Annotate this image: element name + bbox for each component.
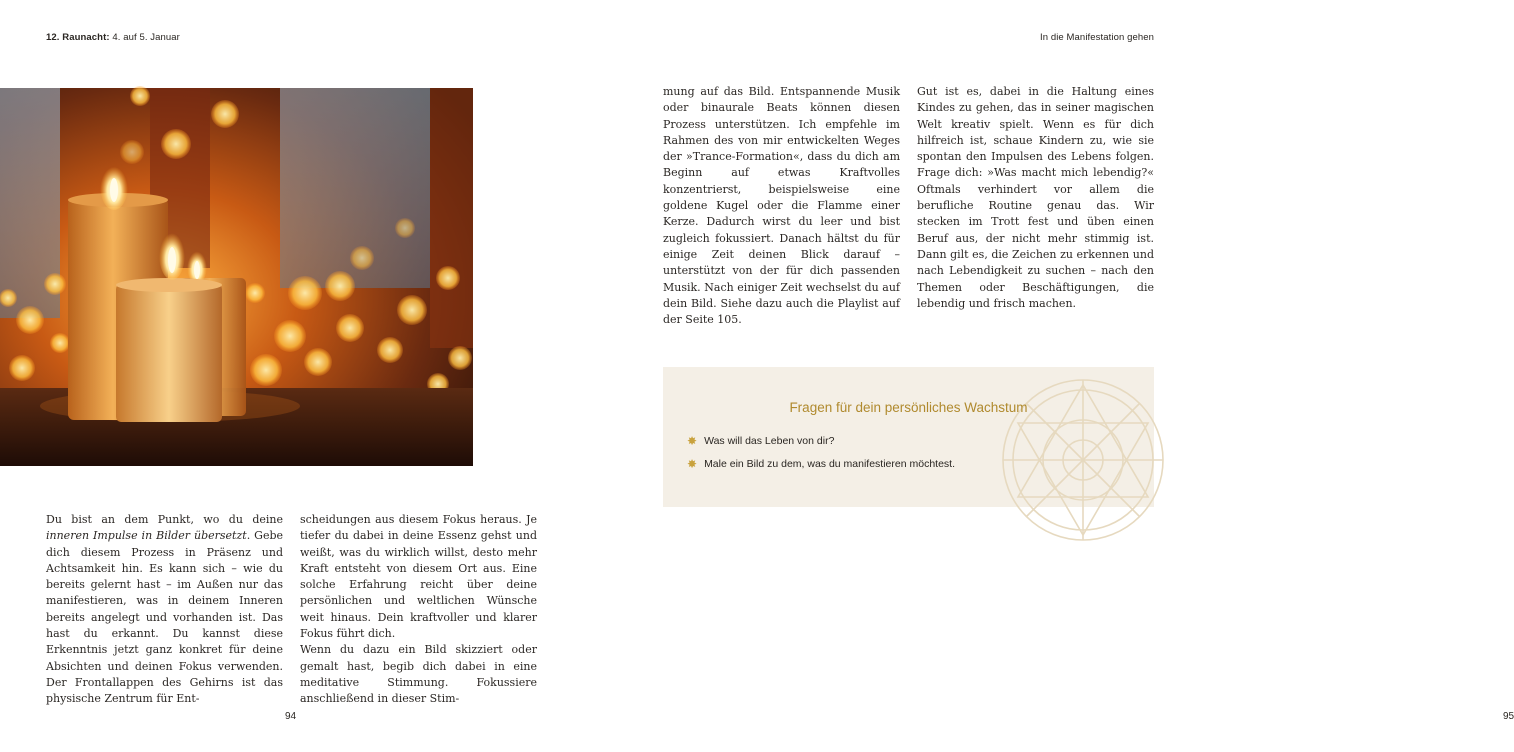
- paragraph: scheidungen aus diesem Fokus heraus. Je tiefer du dabei in deine Essenz gehst und weißt, was du wirklich willst, desto mehr Kraft entsteht von diesem Ort aus. Eine solche Erfahrung reicht über deine persönlichen und weltlichen Wünsche weit hinaus. Dein kraftvoller und klarer Fokus führt dich.: [300, 513, 537, 641]
- page-number-left: 94: [285, 711, 297, 722]
- running-head-date: 4. auf 5. Januar: [109, 32, 180, 43]
- growth-questions-box: [663, 367, 1154, 507]
- candles-photo: [0, 88, 473, 466]
- paragraph-text: Du bist an dem Punkt, wo du deine: [46, 513, 283, 526]
- paragraph: Wenn du dazu ein Bild skizziert oder gemalt hast, begib dich dabei in eine meditative Stimmung. Fokussiere anschließend in dieser Stim-: [300, 643, 537, 706]
- box-list-item: [687, 435, 834, 447]
- left-page: [0, 0, 600, 752]
- left-text-column-1: [46, 512, 283, 708]
- box-item-text: Male ein Bild zu dem, was du manifestieren möchtest.: [704, 458, 956, 470]
- box-title: Fragen für dein persönliches Wachstum: [789, 400, 1028, 415]
- box-list-item: [687, 458, 955, 470]
- box-item-text: Was will das Leben von dir?: [704, 435, 835, 447]
- left-text-column-2: [300, 512, 537, 708]
- running-head-right: In die Manifestation gehen: [1039, 32, 1154, 43]
- page-number-right: 95: [1503, 711, 1514, 722]
- paragraph: Gut ist es, dabei in die Haltung eines Kindes zu gehen, das in seiner magischen Welt kreativ spielt. Wenn es für dich hilfreich ist, schaue Kindern zu, wie sie spontan den Impulsen des Lebens folgen. Frage dich: »Was macht mich lebendig?« Oftmals verhindert vor allem die berufliche Routine genau das. Wir stecken im Trott fest und üben einen Beruf aus, der nicht mehr stimmig ist. Dann gilt es, die Zeichen zu erkennen und nach Lebendigkeit zu suchen – nach den Themen oder Beschäftigungen, die lebendig und frisch machen.: [917, 85, 1154, 310]
- emphasis-text: inneren Impulse in Bilder übersetzt: [46, 529, 247, 543]
- running-head-left: [46, 32, 180, 43]
- right-text-column-2: [917, 84, 1154, 312]
- right-text-column-1: [663, 84, 900, 328]
- paragraph-text: . Gebe dich diesem Prozess in Präsenz und Achtsamkeit hin. Es kann sich – wie du bereits gelernt hast – im Außen nur das manifestieren, was in deinem Inneren bereits angelegt und vorhanden ist. Das hast du erkannt. Du kannst diese Erkenntnis jetzt ganz konkret für deine Absichten und deinen Fokus verwenden. Der Frontallappen des Gehirns ist das physische Zentrum für Ent-: [46, 529, 284, 706]
- star-bullet-icon: ✸: [687, 457, 698, 471]
- running-head-chapter: 12. Raunacht:: [46, 32, 110, 43]
- paragraph: mung auf das Bild. Entspannende Musik oder binaurale Beats können diesen Prozess unterstützen. Ich empfehle im Rahmen des von mir entwickelten Weges der »Trance-Formation«, dass du dich am Beginn auf etwas Kraftvolles konzentrierst, beispielsweise eine goldene Kugel oder die Flamme einer Kerze. Dadurch wirst du leer und bist zugleich fokussiert. Danach hältst du für einige Zeit deinen Blick darauf – unterstützt von der für dich passenden Musik. Nach einiger Zeit wechselst du auf dein Bild. Siehe dazu auch die Playlist auf der Seite 105.: [663, 85, 900, 327]
- paragraph: [46, 512, 283, 708]
- star-bullet-icon: ✸: [687, 434, 698, 448]
